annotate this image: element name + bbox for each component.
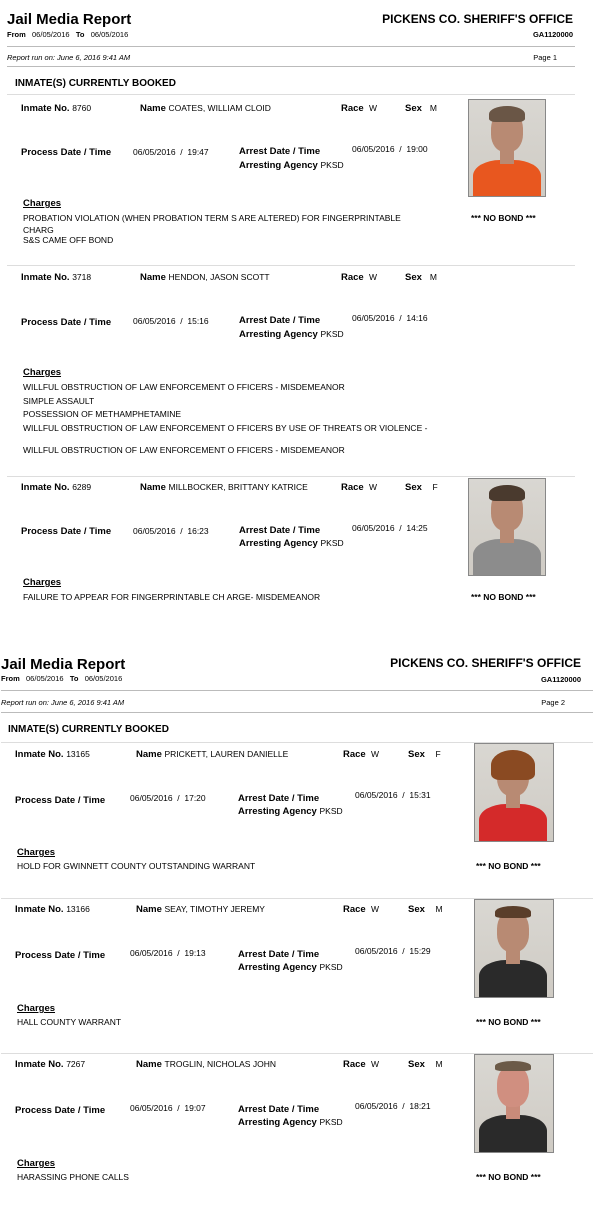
arrest-datetime: 06/05/2016 / 14:25	[352, 523, 428, 533]
date-range: From 06/05/2016 To 06/05/2016	[1, 674, 123, 683]
bond-status: *** NO BOND ***	[471, 213, 536, 223]
name-label: Name COATES, WILLIAM CLOID	[140, 103, 271, 114]
process-datetime: 06/05/2016 / 19:13	[130, 948, 206, 958]
section-title: INMATE(S) CURRENTLY BOOKED	[8, 724, 169, 735]
race-label: Race W	[341, 103, 378, 114]
inmate-record	[0, 476, 600, 616]
process-label: Process Date / Time	[15, 795, 106, 806]
arrest-label: Arrest Date / Time	[238, 1104, 320, 1115]
page-number: Page 1	[533, 53, 557, 62]
charge-line: HALL COUNTY WARRANT	[17, 1017, 122, 1027]
sex-label: Sex M	[405, 103, 437, 114]
mugshot-photo	[468, 99, 546, 197]
report-title: Jail Media Report	[7, 11, 132, 28]
name-label: Name HENDON, JASON SCOTT	[140, 272, 270, 283]
bond-status: *** NO BOND ***	[476, 861, 541, 871]
sex-label: Sex F	[405, 482, 438, 493]
bond-status: *** NO BOND ***	[476, 1172, 541, 1182]
inmate-no-label: Inmate No. 3718	[21, 272, 92, 283]
race-label: Race W	[343, 749, 380, 760]
sex-label: Sex M	[408, 904, 443, 915]
inmate-no-label: Inmate No. 13166	[15, 904, 90, 915]
mugshot-photo	[474, 743, 554, 842]
agency-label: Arresting Agency PKSD	[238, 962, 343, 973]
arrest-datetime: 06/05/2016 / 15:31	[355, 790, 431, 800]
process-datetime: 06/05/2016 / 17:20	[130, 793, 206, 803]
office-code: GA1120000	[532, 30, 573, 39]
charge-line: S&S CAME OFF BOND	[23, 235, 114, 245]
race-label: Race W	[343, 1059, 380, 1070]
bond-status: *** NO BOND ***	[476, 1017, 541, 1027]
charges-heading: Charges	[23, 367, 62, 378]
charge-line: SIMPLE ASSAULT	[23, 396, 95, 406]
agency-label: Arresting Agency PKSD	[238, 1117, 343, 1128]
report-page-2	[0, 645, 600, 1219]
inmate-record	[0, 96, 600, 256]
section-title: INMATE(S) CURRENTLY BOOKED	[15, 78, 176, 89]
arrest-label: Arrest Date / Time	[239, 315, 321, 326]
agency-label: Arresting Agency PKSD	[239, 329, 344, 340]
process-datetime: 06/05/2016 / 19:07	[130, 1103, 206, 1113]
mugshot-photo	[474, 899, 554, 998]
charge-line: WILLFUL OBSTRUCTION OF LAW ENFORCEMENT O FFICERS - MISDEMEANOR	[23, 445, 345, 455]
sex-label: Sex M	[405, 272, 437, 283]
name-label: Name TROGLIN, NICHOLAS JOHN	[136, 1059, 276, 1070]
mugshot-photo	[474, 1054, 554, 1153]
process-datetime: 06/05/2016 / 16:23	[133, 526, 209, 536]
office-code: GA1120000	[540, 675, 581, 684]
arrest-datetime: 06/05/2016 / 15:29	[355, 946, 431, 956]
process-label: Process Date / Time	[15, 1105, 106, 1116]
office-name: PICKENS CO. SHERIFF'S OFFICE	[382, 12, 573, 26]
arrest-label: Arrest Date / Time	[239, 146, 321, 157]
charge-line: WILLFUL OBSTRUCTION OF LAW ENFORCEMENT O FFICERS BY USE OF THREATS OR VIOLENCE -	[23, 423, 428, 433]
charge-line: PROBATION VIOLATION (WHEN PROBATION TERM S ARE ALTERED) FOR FINGERPRINTABLE CHARG	[23, 213, 401, 235]
inmate-record	[0, 265, 600, 465]
process-label: Process Date / Time	[21, 147, 112, 158]
agency-label: Arresting Agency PKSD	[239, 160, 344, 171]
charges-heading: Charges	[23, 577, 62, 588]
inmate-record	[0, 743, 600, 891]
charge-line: WILLFUL OBSTRUCTION OF LAW ENFORCEMENT O FFICERS - MISDEMEANOR	[23, 382, 345, 392]
race-label: Race W	[341, 272, 378, 283]
race-label: Race W	[341, 482, 378, 493]
process-label: Process Date / Time	[15, 950, 106, 961]
inmate-no-label: Inmate No. 13165	[15, 749, 90, 760]
process-label: Process Date / Time	[21, 317, 112, 328]
name-label: Name PRICKETT, LAUREN DANIELLE	[136, 749, 289, 760]
agency-label: Arresting Agency PKSD	[238, 806, 343, 817]
arrest-datetime: 06/05/2016 / 18:21	[355, 1101, 431, 1111]
bond-status: *** NO BOND ***	[471, 592, 536, 602]
process-label: Process Date / Time	[21, 526, 112, 537]
arrest-datetime: 06/05/2016 / 14:16	[352, 313, 428, 323]
process-datetime: 06/05/2016 / 15:16	[133, 316, 209, 326]
office-name: PICKENS CO. SHERIFF'S OFFICE	[390, 656, 581, 670]
process-datetime: 06/05/2016 / 19:47	[133, 147, 209, 157]
race-label: Race W	[343, 904, 380, 915]
charge-line: HOLD FOR GWINNETT COUNTY OUTSTANDING WARRANT	[17, 861, 256, 871]
inmate-no-label: Inmate No. 7267	[15, 1059, 86, 1070]
name-label: Name MILLBOCKER, BRITTANY KATRICE	[140, 482, 308, 493]
charges-heading: Charges	[17, 847, 56, 858]
charges-heading: Charges	[17, 1158, 56, 1169]
run-on-stamp: Report run on: June 6, 2016 9:41 AM	[7, 53, 131, 62]
report-title: Jail Media Report	[1, 656, 126, 673]
sex-label: Sex M	[408, 1059, 443, 1070]
mugshot-photo	[468, 478, 546, 576]
agency-label: Arresting Agency PKSD	[239, 538, 344, 549]
date-range: From 06/05/2016 To 06/05/2016	[7, 30, 129, 39]
arrest-label: Arrest Date / Time	[238, 793, 320, 804]
inmate-no-label: Inmate No. 8760	[21, 103, 92, 114]
inmate-no-label: Inmate No. 6289	[21, 482, 92, 493]
charges-heading: Charges	[17, 1003, 56, 1014]
arrest-label: Arrest Date / Time	[238, 949, 320, 960]
charge-line: POSSESSION OF METHAMPHETAMINE	[23, 409, 182, 419]
inmate-record	[0, 899, 600, 1047]
run-on-stamp: Report run on: June 6, 2016 9:41 AM	[1, 698, 125, 707]
charge-line: HARASSING PHONE CALLS	[17, 1172, 129, 1182]
charge-line: FAILURE TO APPEAR FOR FINGERPRINTABLE CH ARGE- MISDEMEANOR	[23, 592, 321, 602]
arrest-label: Arrest Date / Time	[239, 525, 321, 536]
charges-heading: Charges	[23, 198, 62, 209]
inmate-record	[0, 1054, 600, 1204]
arrest-datetime: 06/05/2016 / 19:00	[352, 144, 428, 154]
page-number: Page 2	[541, 698, 565, 707]
sex-label: Sex F	[408, 749, 441, 760]
name-label: Name SEAY, TIMOTHY JEREMY	[136, 904, 265, 915]
